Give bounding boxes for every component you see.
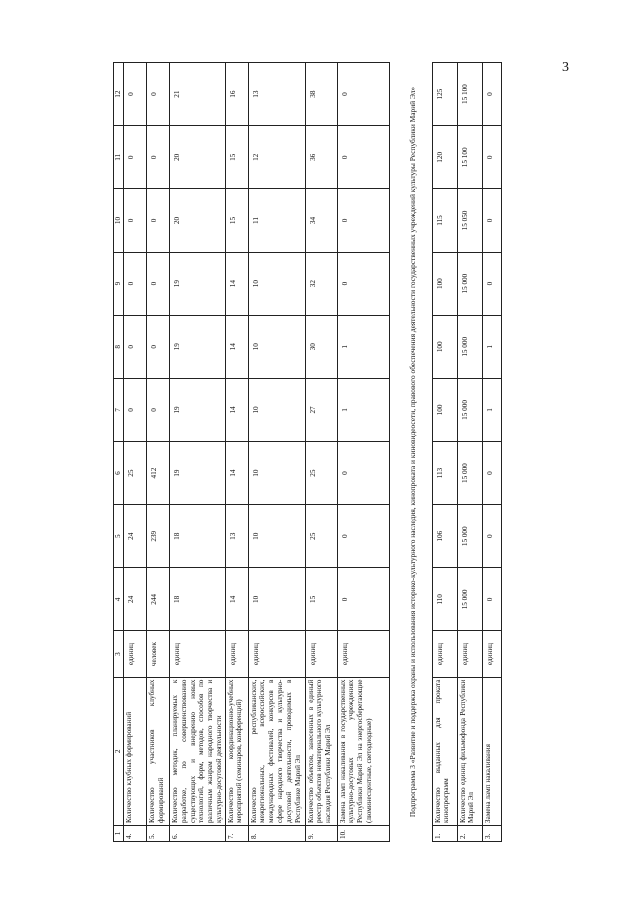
row-value: 15 050 (457, 189, 482, 252)
row-value: 38 (305, 63, 337, 126)
row-unit: единиц (432, 631, 457, 677)
table-row (457, 63, 482, 842)
row-value: 14 (225, 568, 248, 631)
column-header: 5 (114, 505, 124, 568)
row-value: 32 (305, 252, 337, 315)
row-value: 0 (337, 568, 389, 631)
row-value: 18 (170, 505, 226, 568)
table-row (482, 63, 501, 842)
row-index: 7. (225, 825, 248, 841)
row-value: 0 (147, 315, 170, 378)
row-value: 0 (337, 63, 389, 126)
row-value: 12 (248, 126, 305, 189)
table-row (124, 63, 147, 842)
row-value: 19 (170, 378, 226, 441)
column-header: 3 (114, 631, 124, 677)
row-value: 1 (482, 315, 501, 378)
row-unit: единиц (337, 631, 389, 677)
row-value: 100 (432, 378, 457, 441)
row-unit: единиц (225, 631, 248, 677)
table-row (170, 63, 226, 842)
row-unit: единиц (248, 631, 305, 677)
row-label: Замена ламп накаливания в государственных культурно-досуговых учреждениях Республики Марий Эл на энергосберегающие (люминесцентные, светодиодные) (337, 677, 389, 825)
row-value: 20 (170, 126, 226, 189)
table-row (147, 63, 170, 842)
row-unit: единиц (124, 631, 147, 677)
row-index: 3. (482, 825, 501, 841)
row-value: 16 (225, 63, 248, 126)
row-value: 15 100 (457, 126, 482, 189)
row-unit: единиц (170, 631, 226, 677)
subprogram-title: Подпрограмма 3 «Развитие и поддержка охраны и использования историко-культурного наследия, кинопроката и киновидеосети, правового обеспечения деятельности государственных учреждений культуры Республики Марий Эл» (408, 86, 418, 818)
row-index: 1. (432, 825, 457, 841)
column-header: 2 (114, 677, 124, 825)
row-value: 0 (147, 126, 170, 189)
row-value: 19 (170, 252, 226, 315)
row-value: 0 (124, 378, 147, 441)
row-value: 113 (432, 442, 457, 505)
row-label: Замена ламп накаливания (482, 677, 501, 825)
row-value: 0 (124, 252, 147, 315)
row-label: Количество республиканских, межрегиональных, всероссийских, международных фестивалей, конкурсов в сфере народного творчества и культурно-досуговой деятельности, проводимых в Республике Марий Эл (248, 677, 305, 825)
row-label: Количество координационно-учебных мероприятий (семинаров, конференций) (225, 677, 248, 825)
row-value: 19 (170, 442, 226, 505)
row-value: 1 (337, 315, 389, 378)
row-value: 25 (305, 505, 337, 568)
row-index: 4. (124, 825, 147, 841)
row-value: 106 (432, 505, 457, 568)
row-value: 15 000 (457, 378, 482, 441)
row-value: 14 (225, 252, 248, 315)
row-value: 19 (170, 315, 226, 378)
row-value: 0 (337, 126, 389, 189)
row-value: 21 (170, 63, 226, 126)
row-index: 6. (170, 825, 226, 841)
row-value: 0 (147, 378, 170, 441)
column-header: 7 (114, 378, 124, 441)
row-value: 25 (124, 442, 147, 505)
row-value: 18 (170, 568, 226, 631)
row-value: 0 (482, 126, 501, 189)
row-value: 1 (482, 378, 501, 441)
row-value: 15 000 (457, 568, 482, 631)
table-row (337, 63, 389, 842)
column-header: 4 (114, 568, 124, 631)
row-label: Количество методик, планируемых к разработке, по совершенствованию существующих и внедрению новых технологий, форм, методов, способов по различным жанрам народного творчества и культурно-досуговой деятельности (170, 677, 226, 825)
row-value: 412 (147, 442, 170, 505)
row-value: 0 (124, 189, 147, 252)
row-value: 36 (305, 126, 337, 189)
column-header: 11 (114, 126, 124, 189)
row-value: 0 (482, 568, 501, 631)
row-value: 1 (337, 378, 389, 441)
row-value: 0 (124, 315, 147, 378)
row-value: 120 (432, 126, 457, 189)
table-row (225, 63, 248, 842)
column-header: 8 (114, 315, 124, 378)
column-header: 10 (114, 189, 124, 252)
row-value: 0 (147, 63, 170, 126)
row-value: 0 (482, 63, 501, 126)
row-value: 15 000 (457, 315, 482, 378)
column-header: 6 (114, 442, 124, 505)
row-value: 0 (482, 442, 501, 505)
row-value: 0 (147, 189, 170, 252)
row-value: 10 (248, 568, 305, 631)
rotated-table-container (113, 62, 557, 842)
row-unit: единиц (457, 631, 482, 677)
row-value: 0 (337, 189, 389, 252)
table-row (305, 63, 337, 842)
row-value: 0 (337, 442, 389, 505)
row-value: 25 (305, 442, 337, 505)
row-value: 27 (305, 378, 337, 441)
row-index: 2. (457, 825, 482, 841)
row-label: Количество участников клубных формирований (147, 677, 170, 825)
row-value: 30 (305, 315, 337, 378)
row-index: 8. (248, 825, 305, 841)
row-value: 14 (225, 378, 248, 441)
row-value: 10 (248, 252, 305, 315)
row-value: 100 (432, 252, 457, 315)
indicators-table (113, 62, 502, 842)
row-value: 15 000 (457, 442, 482, 505)
row-unit: единиц (305, 631, 337, 677)
row-value: 0 (124, 126, 147, 189)
row-value: 13 (225, 505, 248, 568)
row-value: 0 (482, 252, 501, 315)
row-index: 10. (337, 825, 389, 841)
row-value: 15 (305, 568, 337, 631)
row-value: 0 (337, 252, 389, 315)
row-value: 24 (124, 505, 147, 568)
row-value: 244 (147, 568, 170, 631)
row-value: 15 000 (457, 252, 482, 315)
row-value: 34 (305, 189, 337, 252)
row-label: Количество клубных формирований (124, 677, 147, 825)
header-row (114, 63, 124, 842)
row-value: 14 (225, 442, 248, 505)
row-value: 125 (432, 63, 457, 126)
row-value: 13 (248, 63, 305, 126)
row-value: 0 (482, 189, 501, 252)
column-header: 12 (114, 63, 124, 126)
row-index: 5. (147, 825, 170, 841)
table-row (432, 63, 457, 842)
row-value: 15 (225, 189, 248, 252)
row-label: Количество выданных для проката кинопрограмм (432, 677, 457, 825)
row-value: 15 (225, 126, 248, 189)
page-number: 3 (562, 60, 569, 75)
row-value: 20 (170, 189, 226, 252)
row-value: 10 (248, 378, 305, 441)
row-value: 14 (225, 315, 248, 378)
row-value: 0 (124, 63, 147, 126)
row-index: 9. (305, 825, 337, 841)
row-value: 0 (482, 505, 501, 568)
subprogram-row (389, 63, 432, 842)
row-value: 100 (432, 315, 457, 378)
row-value: 24 (124, 568, 147, 631)
column-header: 9 (114, 252, 124, 315)
row-value: 0 (337, 505, 389, 568)
row-value: 15 000 (457, 505, 482, 568)
table-row (248, 63, 305, 842)
row-value: 110 (432, 568, 457, 631)
row-value: 11 (248, 189, 305, 252)
row-unit: человек (147, 631, 170, 677)
row-value: 10 (248, 505, 305, 568)
row-value: 239 (147, 505, 170, 568)
row-value: 10 (248, 442, 305, 505)
row-label: Количество объектов, занесенных в единый реестр объектов нематериального культурного наследия Республики Марий Эл (305, 677, 337, 825)
row-value: 0 (147, 252, 170, 315)
row-label: Количество единиц фильмофонда Республики Марий Эл (457, 677, 482, 825)
column-header: 1 (114, 825, 124, 841)
row-value: 15 100 (457, 63, 482, 126)
row-value: 10 (248, 315, 305, 378)
row-unit: единиц (482, 631, 501, 677)
row-value: 115 (432, 189, 457, 252)
